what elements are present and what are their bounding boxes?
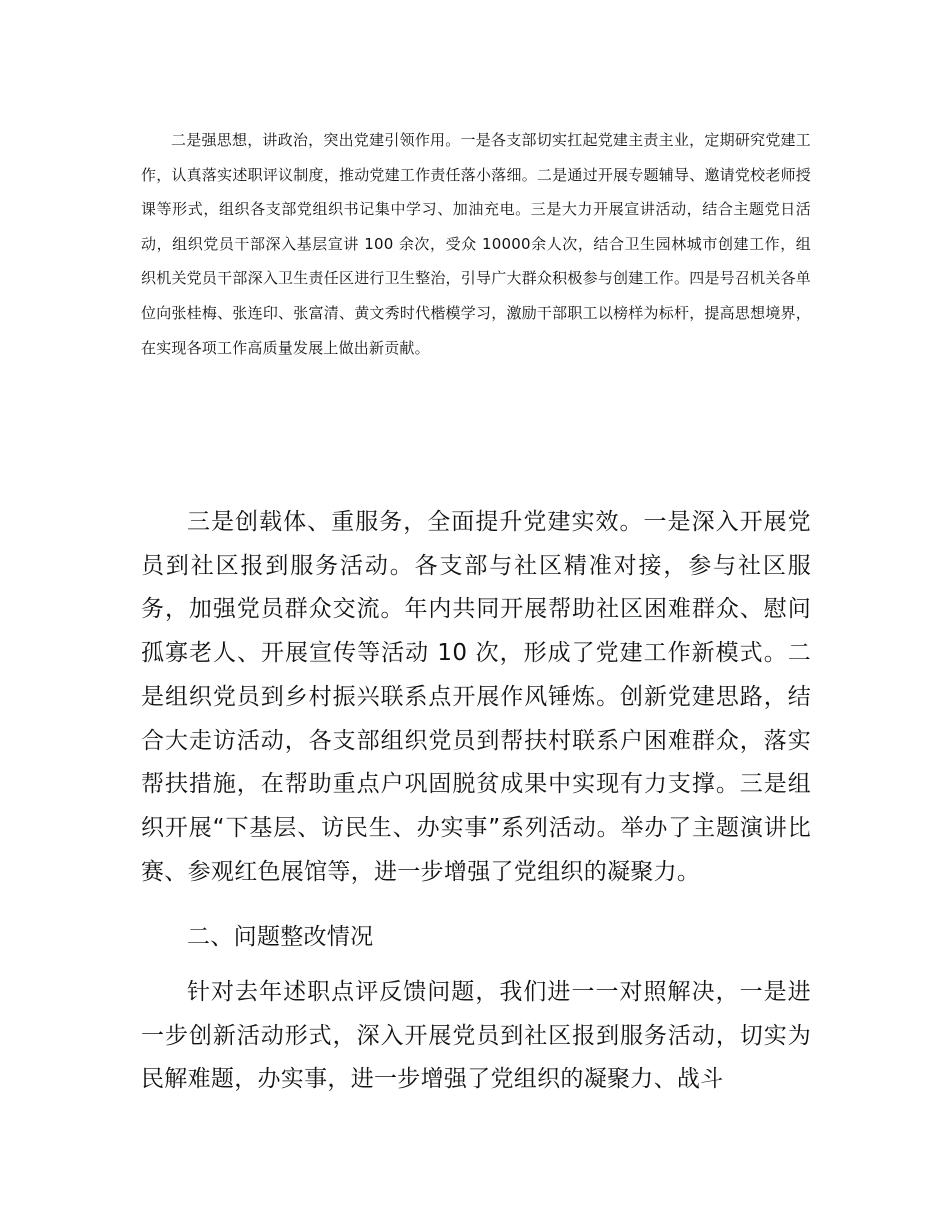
section-heading-rectification: 二、问题整改情况 bbox=[187, 924, 374, 950]
paragraph-feedback-response: 针对去年述职点评反馈问题，我们进一一对照解决，一是进一步创新活动形式，深入开展党员到社区报到服务活动，切实为民解难题，办实事，进一步增强了党组织的凝聚力、战斗 bbox=[141, 979, 811, 1093]
paragraph-strengthen-thinking: 二是强思想，讲政治，突出党建引领作用。一是各支部切实扛起党建主责主业，定期研究党建工作，认真落实述职评议制度，推动党建工作责任落小落细。二是通过开展专题辅导、邀请党校老师授课等形式，组织各支部党组织书记集中学习、加油充电。三是大力开展宣讲活动，结合主题党日活动，组织党员干部深入基层宣讲 100 余次，受众 10000余人次，结合卫生园林城市创建工作，组织机关党员干部深入卫生责任区进行卫生整治，引导广大群众积极参与创建工作。四是号召机关各单位向张桂梅、张连印、张富清、黄文秀时代楷模学习，激励干部职工以榜样为标杆，提高思想境界，在实现各项工作高质量发展上做出新贡献。 bbox=[141, 131, 811, 357]
paragraph-create-carriers: 三是创载体、重服务，全面提升党建实效。一是深入开展党员到社区报到服务活动。各支部与社区精准对接，参与社区服务，加强党员群众交流。年内共同开展帮助社区困难群众、慰问孤寡老人、开展宣传等活动 10 次，形成了党建工作新模式。二是组织党员到乡村振兴联系点开展作风锤炼。创新党建思路，结合大走访活动，各支部组织党员到帮扶村联系户困难群众，落实帮扶措施，在帮助重点户巩固脱贫成果中实现有力支撑。三是组织开展“下基层、访民生、办实事”系列活动。举办了主题演讲比赛、参观红色展馆等，进一步增强了党组织的凝聚力。 bbox=[141, 509, 811, 885]
